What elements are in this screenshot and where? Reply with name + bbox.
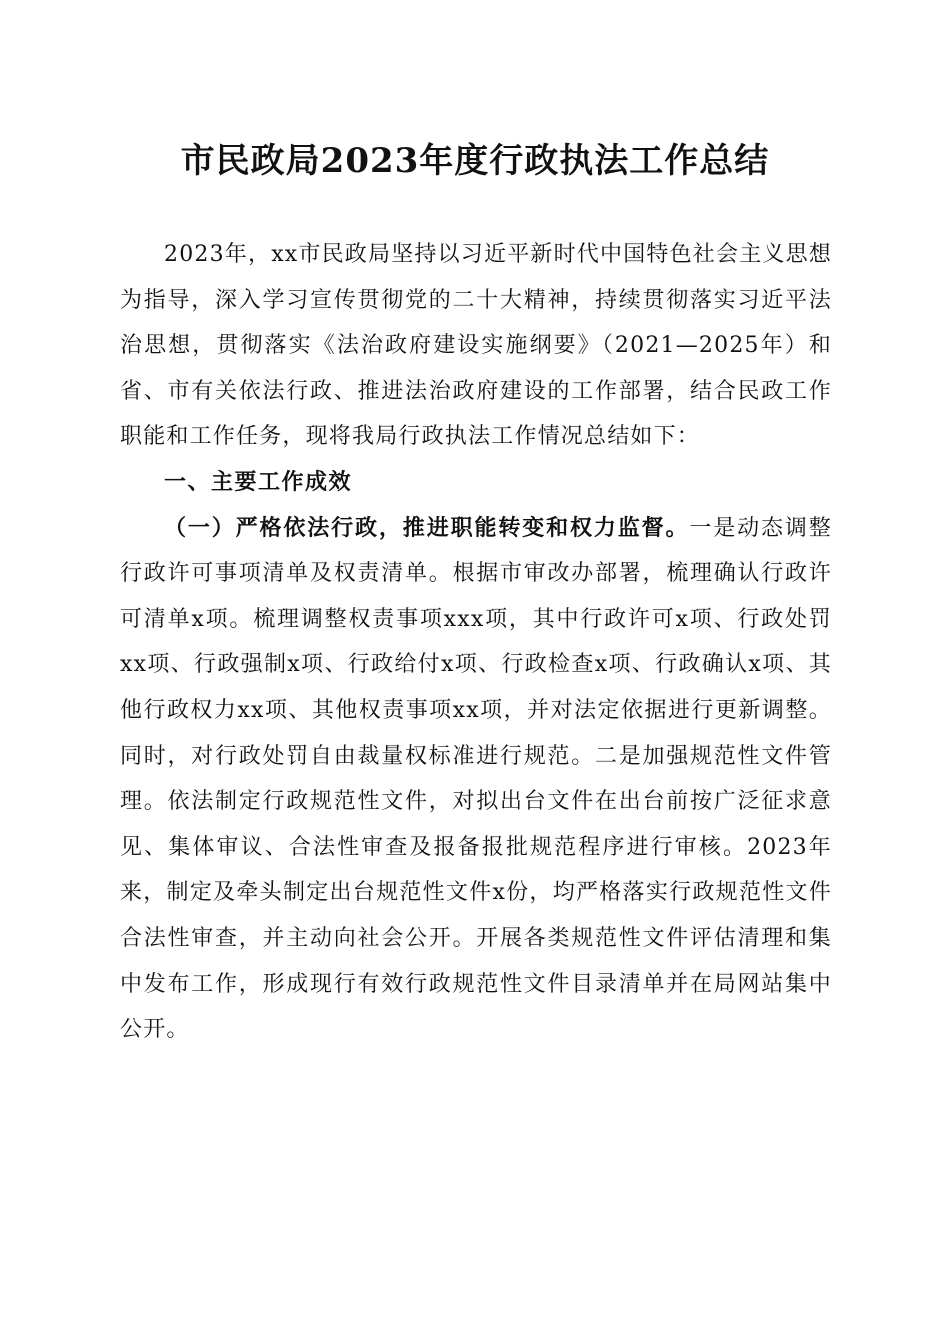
document-body	[120, 232, 832, 1053]
subsection-heading-1: （一）严格依法行政，推进职能转变和权力监督。	[164, 514, 690, 541]
document-title: 市民政局2023年度行政执法工作总结	[180, 141, 770, 181]
subsection-paragraph-1	[120, 506, 832, 1053]
intro-paragraph: 2023年，xx市民政局坚持以习近平新时代中国特色社会主义思想为指导，深入学习宣传贯彻党的二十大精神，持续贯彻落实习近平法治思想，贯彻落实《法治政府建设实施纲要》（2021—2025年）和省、市有关依法行政、推进法治政府建设的工作部署，结合民政工作职能和工作任务，现将我局行政执法工作情况总结如下：	[120, 242, 833, 450]
section-heading-main-achievements: 一、主要工作成效	[164, 469, 353, 495]
subsection-body-1: 一是动态调整行政许可事项清单及权责清单。根据市审改办部署，梳理确认行政许可清单x项。梳理调整权责事项xxx项，其中行政许可x项、行政处罚xx项、行政强制x项、行政给付x项、行政检查x项、行政确认x项、其他行政权力xx项、其他权责事项xx项，并对法定依据进行更新调整。同时，对行政处罚自由裁量权标准进行规范。二是加强规范性文件管理。依法制定行政规范性文件，对拟出台文件在出台前按广泛征求意见、集体审议、合法性审查及报备报批规范程序进行审核。2023年来，制定及牵头制定出台规范性文件x份，均严格落实行政规范性文件合法性审查，并主动向社会公开。开展各类规范性文件评估清理和集中发布工作，形成现行有效行政规范性文件目录清单并在局网站集中公开。	[120, 515, 832, 1043]
